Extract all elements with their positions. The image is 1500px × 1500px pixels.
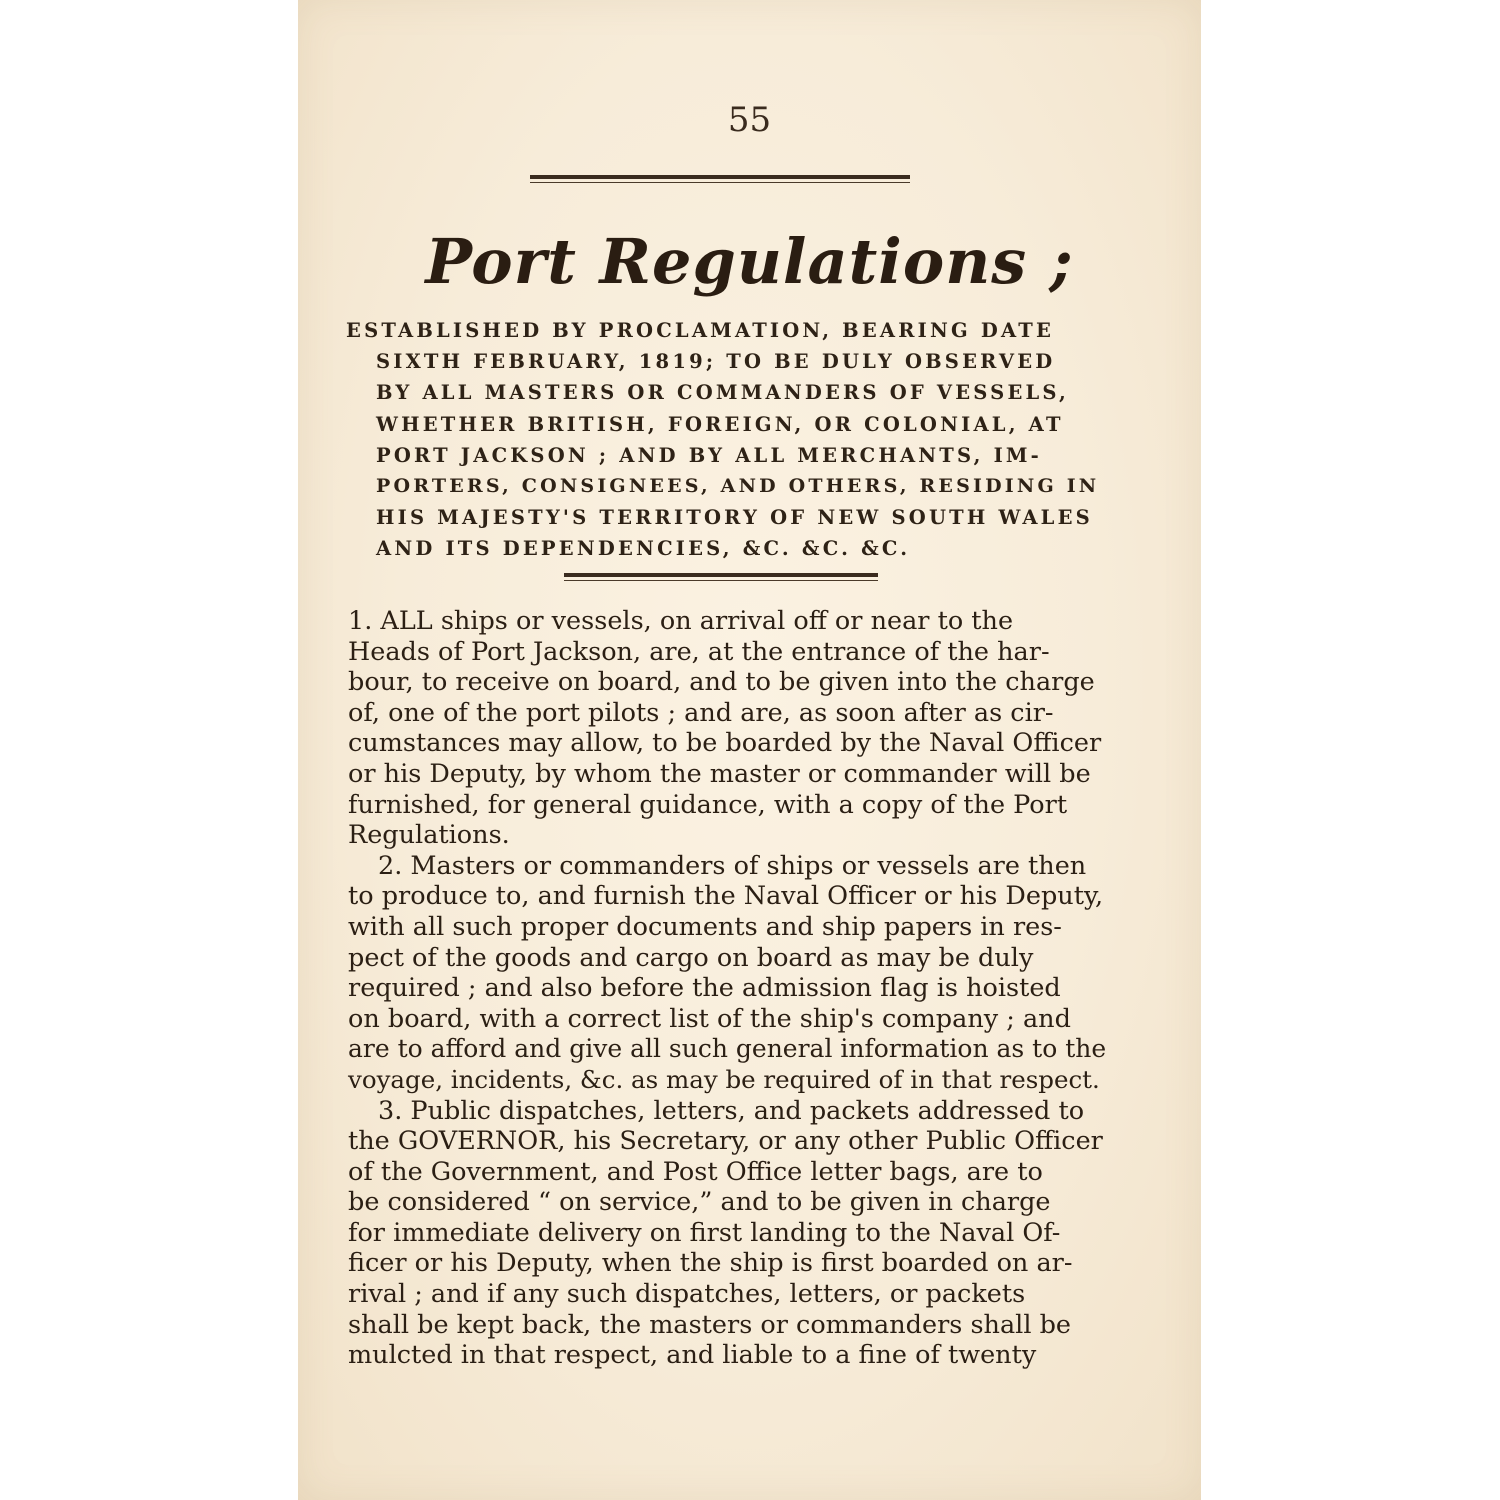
- body-line: for immediate delivery on first landing to the Naval Of-: [348, 1217, 1061, 1248]
- body-line: or his Deputy, by whom the master or commander will be: [348, 758, 1091, 789]
- body-line: be considered “ on service,” and to be given in charge: [348, 1187, 1051, 1218]
- body-line: bour, to receive on board, and to be given into the charge: [348, 667, 1095, 698]
- subtitle-line: ESTABLISHED BY PROCLAMATION, BEARING DATE: [346, 319, 1055, 342]
- body-line: mulcted in that respect, and liable to a fine of twenty: [348, 1340, 1037, 1371]
- body-line: required ; and also before the admission flag is hoisted: [348, 973, 1061, 1004]
- subtitle-line: AND ITS DEPENDENCIES, &C. &C. &C.: [376, 537, 911, 561]
- body-line: voyage, incidents, &c. as may be required of in that respect.: [348, 1064, 1100, 1094]
- body-line: shall be kept back, the masters or commanders shall be: [348, 1309, 1072, 1340]
- subtitle-line: PORTERS, CONSIGNEES, AND OTHERS, RESIDING IN: [376, 475, 1100, 498]
- proclamation-subtitle: [346, 315, 1106, 565]
- regulations-body: [348, 606, 1108, 1371]
- body-line: of, one of the port pilots ; and are, as soon after as cir-: [348, 697, 1054, 728]
- body-line: pect of the goods and cargo on board as may be duly: [348, 942, 1034, 973]
- subtitle-line: BY ALL MASTERS OR COMMANDERS OF VESSELS,: [376, 381, 1069, 405]
- subtitle-line: PORT JACKSON ; AND BY ALL MERCHANTS, IM-: [376, 443, 1042, 467]
- body-line: 1. ALL ships or vessels, on arrival off or near to the: [348, 606, 1014, 636]
- book-page: [298, 0, 1201, 1500]
- body-line: Regulations.: [348, 820, 510, 851]
- body-line: to produce to, and furnish the Naval Officer or his Deputy,: [348, 881, 1104, 912]
- body-line: rival ; and if any such dispatches, letters, or packets: [348, 1279, 1026, 1310]
- body-line: of the Government, and Post Office letter bags, are to: [348, 1156, 1043, 1187]
- page-title: Port Regulations ;: [425, 225, 1074, 298]
- body-line: cumstances may allow, to be boarded by the Naval Officer: [348, 728, 1102, 759]
- section-rule-divider: [564, 573, 878, 581]
- body-line: the GOVERNOR, his Secretary, or any other Public Officer: [348, 1126, 1103, 1157]
- body-line: 2. Masters or commanders of ships or vessels are then: [378, 850, 1087, 881]
- top-rule-divider: [530, 175, 910, 183]
- subtitle-line: SIXTH FEBRUARY, 1819; TO BE DULY OBSERVED: [376, 350, 1056, 374]
- body-line: ficer or his Deputy, when the ship is first boarded on ar-: [348, 1248, 1073, 1279]
- page-number: 55: [727, 100, 772, 140]
- body-line: on board, with a correct list of the ship's company ; and: [348, 1003, 1071, 1034]
- subtitle-line: HIS MAJESTY'S TERRITORY OF NEW SOUTH WALES: [376, 506, 1093, 530]
- body-line: furnished, for general guidance, with a copy of the Port: [348, 789, 1068, 820]
- body-line: are to afford and give all such general information as to the: [348, 1034, 1107, 1064]
- subtitle-line: WHETHER BRITISH, FOREIGN, OR COLONIAL, AT: [376, 412, 1064, 436]
- body-line: Heads of Port Jackson, are, at the entrance of the har-: [348, 636, 1050, 667]
- body-line: with all such proper documents and ship papers in res-: [348, 911, 1062, 942]
- body-line: 3. Public dispatches, letters, and packets addressed to: [378, 1095, 1085, 1126]
